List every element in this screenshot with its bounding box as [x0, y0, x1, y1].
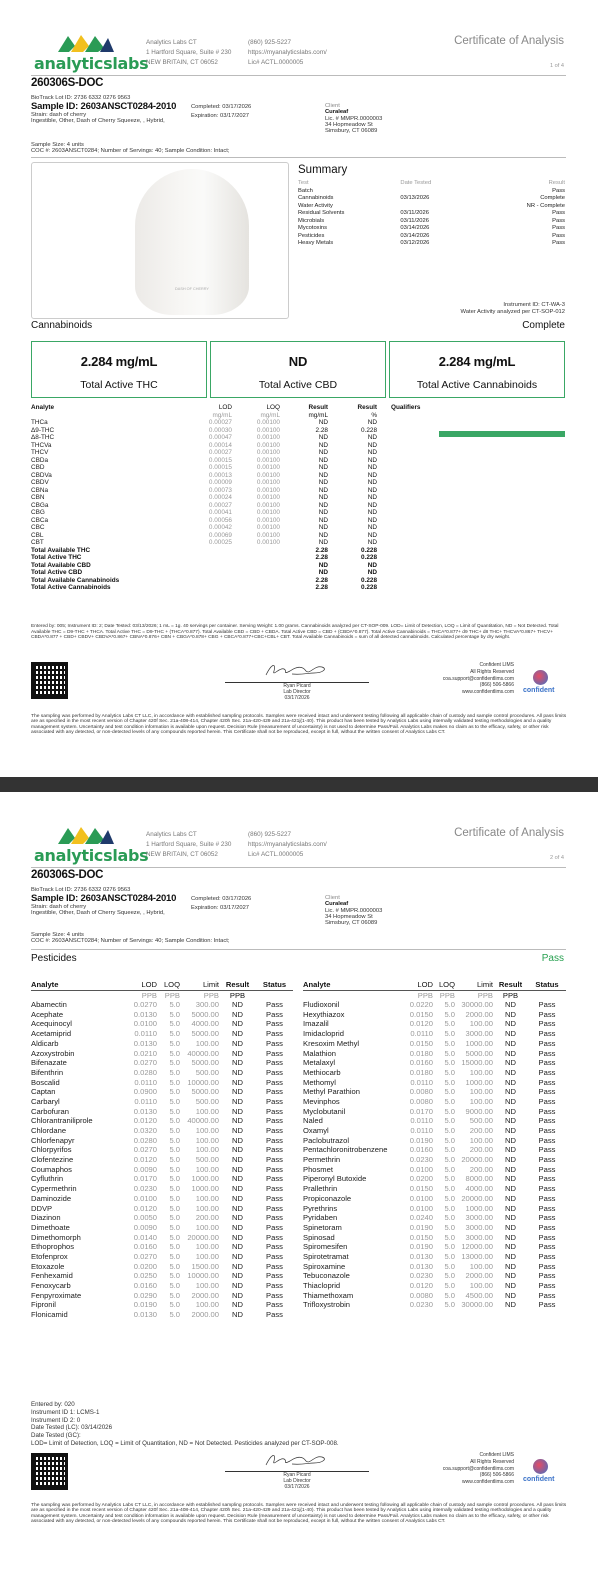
pesticide-row: Thiacloprid 0.0120 5.0 100.00 ND Pass [303, 1281, 556, 1291]
summary-table [298, 179, 565, 247]
page-header [0, 792, 598, 867]
lab-contact: (860) 925-5227 https://myanalyticslabs.com/ Lic# ACTL.0000005 [248, 831, 327, 858]
expiration-date: Expiration: 03/17/2027 [191, 905, 250, 911]
pesticide-row: Ethoprophos 0.0160 5.0 100.00 ND Pass [31, 1242, 283, 1252]
pesticide-row: Imazalil 0.0120 5.0 100.00 ND Pass [303, 1019, 556, 1029]
cannabinoid-total-row: Total Active CBD ND ND [31, 569, 377, 577]
qualifier-bar [439, 431, 565, 437]
client-info: Client Curaleaf Lic. # MMPR.0000003 34 Hopmeadow St Simsbury, CT 06089 [325, 895, 383, 927]
pesticide-row: Fenoxycarb 0.0160 5.0 100.00 ND Pass [31, 1281, 283, 1291]
confident-logo: confident [523, 670, 559, 700]
confident-logo-icon [533, 1459, 548, 1474]
pesticide-row: Prallethrin 0.0150 5.0 4000.00 ND Pass [303, 1184, 556, 1194]
pesticide-row: Naled 0.0110 5.0 500.00 ND Pass [303, 1116, 556, 1126]
summary-panel [298, 164, 565, 247]
cannabinoid-row: CBDVa 0.00013 0.00100 ND ND [31, 471, 377, 479]
divider [31, 157, 566, 158]
pesticide-row: Clofentezine 0.0120 5.0 500.00 ND Pass [31, 1155, 283, 1165]
document-title: Certificate of Analysis [454, 827, 564, 839]
page-header [0, 0, 598, 75]
pesticide-row: Trifloxystrobin 0.0230 5.0 30000.00 ND Pass [303, 1300, 556, 1310]
product-photo [31, 162, 289, 319]
cannabinoid-row: CBDV 0.00009 0.00100 ND ND [31, 479, 377, 487]
client-info: Client Curaleaf Lic. # MMPR.0000003 34 Hopmeadow St Simsbury, CT 06089 [325, 103, 383, 135]
total-active-cannabinoids-box: 2.284 mg/mL Total Active Cannabinoids [389, 341, 565, 398]
cannabinoids-status: Complete [522, 320, 565, 331]
cannabinoids-title: Cannabinoids [31, 320, 93, 331]
confident-website-link[interactable]: www.confidentlims.com [462, 689, 514, 696]
confident-logo: confident [523, 1459, 559, 1489]
total-active-cbd-box: ND Total Active CBD [210, 341, 386, 398]
pesticide-row: Aldicarb 0.0130 5.0 100.00 ND Pass [31, 1038, 283, 1048]
pesticide-row: Fenhexamid 0.0250 5.0 10000.00 ND Pass [31, 1271, 283, 1281]
coa-page-1 [0, 0, 598, 777]
pesticide-row: Etoxazole 0.0200 5.0 1500.00 ND Pass [31, 1261, 283, 1271]
pesticide-row: Hexythiazox 0.0150 5.0 2000.00 ND Pass [303, 1009, 556, 1019]
pesticide-row: Chlorfenapyr 0.0280 5.0 100.00 ND Pass [31, 1135, 283, 1145]
pesticide-row: Chlorpyrifos 0.0270 5.0 100.00 ND Pass [31, 1145, 283, 1155]
pesticide-row: DDVP 0.0120 5.0 100.00 ND Pass [31, 1203, 283, 1213]
signatory: Ryan Picard Lab Director 03/17/2026 [283, 683, 311, 701]
pesticide-row: Spirotetramat 0.0130 5.0 13000.00 ND Pass [303, 1251, 556, 1261]
pesticide-row: Spinosad 0.0150 5.0 3000.00 ND Pass [303, 1232, 556, 1242]
support-email-link[interactable]: coa.support@confidentlims.com [442, 1465, 514, 1472]
pesticide-row: Spinetoram 0.0190 5.0 3000.00 ND Pass [303, 1222, 556, 1232]
confident-website-link[interactable]: www.confidentlims.com [462, 1479, 514, 1486]
divider [31, 867, 566, 868]
qr-code-icon[interactable] [31, 662, 68, 699]
signature-image [262, 1451, 332, 1469]
support-email-link[interactable]: coa.support@confidentlims.com [442, 675, 514, 682]
pesticide-row: Methomyl 0.0110 5.0 1000.00 ND Pass [303, 1077, 556, 1087]
cannabinoid-row: CBT 0.00025 0.00100 ND ND [31, 539, 377, 547]
expiration-date: Expiration: 03/17/2027 [191, 113, 250, 119]
pesticide-row: Cypermethrin 0.0230 5.0 1000.00 ND Pass [31, 1184, 283, 1194]
cannabinoid-row: THCVa 0.00014 0.00100 ND ND [31, 441, 377, 449]
summary-row: Heavy Metals 03/12/2026 Pass [298, 240, 565, 247]
total-active-thc-box: 2.284 mg/mL Total Active THC [31, 341, 207, 398]
cannabinoid-row: CBNa 0.00073 0.00100 ND ND [31, 486, 377, 494]
pesticide-row: Myclobutanil 0.0170 5.0 9000.00 ND Pass [303, 1106, 556, 1116]
disclaimer: The sampling was performed by Analytics Labs CT LLC, in accordance with established sampling protocols. Samples were received intact and underwent testing following all applicable chain of custody and sample control procedures. All pass limits are as specified in the most recent version of Chapter 420f Sec. 21a-408-414, Chapter 420h Sec. 21a-420-429 and 21a-421j(1-40). This product has been tested by Analytics Labs using internally validated testing methodologies and a quality management system. Uncertainty and test condition information is available upon request. Decision Rule (measurement of uncertainty) is not used to determine Pass/Fail. Analytics Labs makes no claim as to the efficacy, safety, or other risk associated with any detected, or non-detected levels of any compounds reported herein. This Certificate shall not be reproduced, except in full, without the written consent of Analytics Labs CT. [31, 1503, 567, 1524]
instrument-info: Instrument ID: CT-WA-3 Water Activity analyzed per CT-SOP-012 [460, 302, 565, 315]
cannabinoid-total-row: Total Active THC 2.28 0.228 [31, 554, 377, 562]
summary-row: Cannabinoids 03/13/2026 Complete [298, 195, 565, 202]
qr-code-icon[interactable] [31, 1453, 68, 1490]
coc-info: COC #: 2603ANSCT0284; Number of Servings: 40; Sample Condition: Intact; [31, 938, 230, 944]
cannabinoid-footnote: Entered by: 005; Instrument ID: 2; Date Tested: 03/13/2026; 1 mL = 1g. 40 servings per container. Serving Weight: 1.00 grams. Cannabinoids analyzed per CT-SOP-009. LOD= Limit of Detection, LOQ = Limit of Quantitation, ND = Not Detected. Total Available THC = D9-THC + THCA. Total Active THC = D9-THC + (THCA*0.877). Total Available CBD = CBD + CBDA. Total Active CBD = CBD + (CBDA*0.877). Total Active Cannabinoids = THCA*0.877+ d9 THC+ d8 THC+ THCVA*0.867+ THCV+ CBDA*0.877 + CBD+ CBDV+ CBDVA*0.867+ CBNA*0.876+ CBN + CBGA*0.878+ CBG + CBCA*0.877+CBC+CBL+ CBT. Total Available Cannabinoids = sum of all detected cannabinoids. Calculated percentage by dry weight. [31, 624, 559, 641]
cannabinoid-row: CBN 0.00024 0.00100 ND ND [31, 494, 377, 502]
cannabinoid-total-row: Total Available THC 2.28 0.228 [31, 546, 377, 554]
confident-lims-info: Confident LIMS All Rights Reserved coa.support@confidentlims.com (866) 506-5866 www.confidentlims.com [442, 1452, 514, 1486]
pesticide-row: Phosmet 0.0100 5.0 200.00 ND Pass [303, 1164, 556, 1174]
strain: Strain: dash of cherry [31, 112, 87, 118]
summary-row: Water Activity NR - Complete [298, 202, 565, 209]
pesticide-row: Thiamethoxam 0.0080 5.0 4500.00 ND Pass [303, 1290, 556, 1300]
pesticides-units: PPB PPB PPB PPB [141, 990, 246, 1000]
page-number: 2 of 4 [550, 855, 564, 861]
cannabinoid-row: Δ8-THC 0.00047 0.00100 ND ND [31, 434, 377, 442]
pesticide-row: Abamectin 0.0270 5.0 300.00 ND Pass [31, 1000, 283, 1010]
cannabinoid-row: Δ9-THC 0.00030 0.00100 2.28 0.228 [31, 426, 377, 434]
pesticide-row: Oxamyl 0.0110 5.0 200.00 ND Pass [303, 1126, 556, 1136]
pesticides-title: Pesticides [31, 953, 77, 964]
sample-id: Sample ID: 2603ANSCT0284-2010 [31, 893, 177, 904]
logo-text: analyticslabs [34, 846, 149, 865]
lab-website-link[interactable]: https://myanalyticslabs.com/ [248, 49, 327, 56]
pesticide-row: Fludioxonil 0.0220 5.0 30000.00 ND Pass [303, 1000, 556, 1010]
pesticide-row: Fenpyroximate 0.0290 5.0 2000.00 ND Pass [31, 1290, 283, 1300]
logo-mountains-icon [58, 32, 114, 54]
pesticide-row: Tebuconazole 0.0230 5.0 2000.00 ND Pass [303, 1271, 556, 1281]
cannabinoid-row: CBG 0.00041 0.00100 ND ND [31, 509, 377, 517]
cannabinoid-units: mg/mL mg/mL mg/mL % [212, 412, 377, 419]
document-title: Certificate of Analysis [454, 35, 564, 47]
doc-id: 260306S-DOC [31, 869, 104, 881]
pesticide-row: Coumaphos 0.0090 5.0 100.00 ND Pass [31, 1164, 283, 1174]
pesticide-row: Bifenazate 0.0270 5.0 5000.00 ND Pass [31, 1058, 283, 1068]
pesticide-row: Mevinphos 0.0080 5.0 100.00 ND Pass [303, 1096, 556, 1106]
coc-info: COC #: 2603ANSCT0284; Number of Servings: 40; Sample Condition: Intact; [31, 148, 230, 154]
strain: Strain: dash of cherry [31, 904, 87, 910]
summary-row: Pesticides 03/14/2026 Pass [298, 232, 565, 239]
pesticide-row: Captan 0.0900 5.0 5000.00 ND Pass [31, 1087, 283, 1097]
logo-text: analyticslabs [34, 54, 149, 73]
cannabinoid-total-row: Total Available CBD ND ND [31, 561, 377, 569]
lab-website-link[interactable]: https://myanalyticslabs.com/ [248, 841, 327, 848]
pesticide-row: Dimethomorph 0.0140 5.0 20000.00 ND Pass [31, 1232, 283, 1242]
cannabinoid-row: CBCa 0.00056 0.00100 ND ND [31, 516, 377, 524]
pesticide-row: Pyridaben 0.0240 5.0 3000.00 ND Pass [303, 1213, 556, 1223]
page-separator [0, 777, 598, 792]
pesticide-row: Permethrin 0.0230 5.0 20000.00 ND Pass [303, 1155, 556, 1165]
signatory: Ryan Picard Lab Director 03/17/2026 [283, 1472, 311, 1490]
lab-address: Analytics Labs CT 1 Hartford Square, Suite # 230 NEW BRITAIN, CT 06052 [146, 831, 232, 858]
pesticide-row: Methiocarb 0.0180 5.0 100.00 ND Pass [303, 1067, 556, 1077]
lab-address: Analytics Labs CT 1 Hartford Square, Suite # 230 NEW BRITAIN, CT 06052 [146, 39, 232, 66]
pesticide-row: Malathion 0.0180 5.0 5000.00 ND Pass [303, 1048, 556, 1058]
divider [31, 75, 566, 76]
disclaimer: The sampling was performed by Analytics Labs CT LLC, in accordance with established sampling protocols. Samples were received intact and underwent testing following all applicable chain of custody and sample control procedures. All pass limits are as specified in the most recent version of Chapter 420f Sec. 21a-408-414, Chapter 420h Sec. 21a-420-429 and 21a-421j(1-40). This product has been tested by Analytics Labs using internally validated testing methodologies and a quality management system. Uncertainty and test condition information is available upon request. Decision Rule (measurement of uncertainty) is not used to determine Pass/Fail. Analytics Labs makes no claim as to the efficacy, safety, or other risk associated with any detected, or non-detected levels of any compounds reported herein. This Certificate shall not be reproduced, except in full, without the written consent of Analytics Labs CT. [31, 714, 567, 735]
pesticide-row: Dimethoate 0.0090 5.0 100.00 ND Pass [31, 1222, 283, 1232]
pesticide-row: Carbofuran 0.0130 5.0 100.00 ND Pass [31, 1106, 283, 1116]
product-description: Ingestible, Other, Dash of Cherry Squeeze, , Hybrid, [31, 118, 165, 124]
cannabinoid-total-row: Total Available Cannabinoids 2.28 0.228 [31, 576, 377, 584]
cannabinoid-row: CBL 0.00069 0.00100 ND ND [31, 531, 377, 539]
product-bottle-image: DASH OF CHERRY [135, 169, 249, 315]
pesticide-row: Imidacloprid 0.0110 5.0 3000.00 ND Pass [303, 1029, 556, 1039]
pesticide-row: Pentachloronitrobenzene 0.0160 5.0 200.00 ND Pass [303, 1145, 556, 1155]
confident-lims-info: Confident LIMS All Rights Reserved coa.support@confidentlims.com (866) 506-5866 www.confidentlims.com [442, 662, 514, 696]
pesticide-row: Kresoxim Methyl 0.0150 5.0 1000.00 ND Pass [303, 1038, 556, 1048]
summary-row: Mycotoxins 03/14/2026 Pass [298, 225, 565, 232]
sample-size: Sample Size: 4 units [31, 932, 84, 938]
cannabinoid-row: THCV 0.00027 0.00100 ND ND [31, 449, 377, 457]
sample-size: Sample Size: 4 units [31, 142, 84, 148]
pesticide-row: Azoxystrobin 0.0210 5.0 40000.00 ND Pass [31, 1048, 283, 1058]
summary-row: Microbials 03/11/2026 Pass [298, 217, 565, 224]
cannabinoid-row: CBC 0.00042 0.00100 ND ND [31, 524, 377, 532]
pesticide-row: Metalaxyl 0.0160 5.0 15000.00 ND Pass [303, 1058, 556, 1068]
cannabinoid-row: THCa 0.00027 0.00100 ND ND [31, 419, 377, 427]
pesticide-row: Spiromesifen 0.0190 5.0 12000.00 ND Pass [303, 1242, 556, 1252]
pesticide-row: Diazinon 0.0050 5.0 200.00 ND Pass [31, 1213, 283, 1223]
biotrack-lot: BioTrack Lot ID: 2736 6332 0276 9563 [31, 887, 131, 893]
pesticides-table-right [303, 980, 566, 1310]
pesticides-footnote: Entered by: 020 Instrument ID 1: LCMS-1 Instrument ID 2: 0 Date Tested (LC): 03/14/2026 Date Tested (GC): LOD= Limit of Detection, LOQ = Limit of Quantitation, ND = Not Detected. Pesticides analyzed per CT-SOP-008. [31, 1401, 339, 1447]
pesticide-row: Spiroxamine 0.0130 5.0 100.00 ND Pass [303, 1261, 556, 1271]
pesticide-row: Acetamiprid 0.0110 5.0 5000.00 ND Pass [31, 1029, 283, 1039]
product-description: Ingestible, Other, Dash of Cherry Squeeze, , Hybrid, [31, 910, 165, 916]
pesticide-row: Fipronil 0.0190 5.0 100.00 ND Pass [31, 1300, 283, 1310]
pesticide-row: Piperonyl Butoxide 0.0200 5.0 8000.00 ND Pass [303, 1174, 556, 1184]
analyticslabs-logo [34, 822, 149, 865]
signature-image [262, 661, 332, 679]
pesticide-row: Bifenthrin 0.0280 5.0 500.00 ND Pass [31, 1067, 283, 1077]
cannabinoid-row: CBDa 0.00015 0.00100 ND ND [31, 456, 377, 464]
page-number: 1 of 4 [550, 63, 564, 69]
pesticide-row: Methyl Parathion 0.0080 5.0 100.00 ND Pass [303, 1087, 556, 1097]
pesticide-row: Chlorantraniliprole 0.0120 5.0 40000.00 ND Pass [31, 1116, 283, 1126]
pesticide-row: Acephate 0.0130 5.0 5000.00 ND Pass [31, 1009, 283, 1019]
pesticides-units: PPB PPB PPB PPB [417, 990, 519, 1000]
doc-id: 260306S-DOC [31, 77, 104, 89]
cannabinoid-row: CBGa 0.00027 0.00100 ND ND [31, 501, 377, 509]
pesticide-row: Flonicamid 0.0130 5.0 2000.00 ND Pass [31, 1310, 283, 1320]
lab-contact: (860) 925-5227 https://myanalyticslabs.com/ Lic# ACTL.0000005 [248, 39, 327, 66]
pesticide-row: Boscalid 0.0110 5.0 10000.00 ND Pass [31, 1077, 283, 1087]
confident-logo-icon [533, 670, 548, 685]
pesticides-status: Pass [541, 953, 564, 964]
sample-id: Sample ID: 2603ANSCT0284-2010 [31, 101, 177, 112]
logo-mountains-icon [58, 824, 114, 846]
summary-title: Summary [298, 164, 348, 176]
pesticide-row: Etofenprox 0.0270 5.0 100.00 ND Pass [31, 1251, 283, 1261]
biotrack-lot: BioTrack Lot ID: 2736 6332 0276 9563 [31, 95, 131, 101]
pesticides-header: Analyte LOD LOQ Limit Result Status [31, 980, 293, 990]
pesticide-row: Propiconazole 0.0100 5.0 20000.00 ND Pass [303, 1193, 556, 1203]
pesticide-row: Carbaryl 0.0110 5.0 500.00 ND Pass [31, 1096, 283, 1106]
summary-row: Residual Solvents 03/11/2026 Pass [298, 210, 565, 217]
pesticides-table-left [31, 980, 293, 1320]
pesticide-row: Acequinocyl 0.0100 5.0 4000.00 ND Pass [31, 1019, 283, 1029]
summary-header: Test Date Tested Result [298, 180, 565, 186]
pesticides-header: Analyte LOD LOQ Limit Result Status [303, 980, 566, 990]
summary-row: Batch Pass [298, 187, 565, 194]
cannabinoid-header: Analyte LOD LOQ Result Result Qualifiers [31, 404, 421, 412]
pesticide-row: Chlordane 0.0320 5.0 100.00 ND Pass [31, 1126, 283, 1136]
pesticide-row: Pyrethrins 0.0100 5.0 1000.00 ND Pass [303, 1203, 556, 1213]
pesticide-row: Cyfluthrin 0.0170 5.0 1000.00 ND Pass [31, 1174, 283, 1184]
cannabinoid-row: CBD 0.00015 0.00100 ND ND [31, 464, 377, 472]
completed-date: Completed: 03/17/2026 [191, 104, 252, 110]
completed-date: Completed: 03/17/2026 [191, 896, 252, 902]
cannabinoid-total-row: Total Active Cannabinoids 2.28 0.228 [31, 584, 377, 592]
analyticslabs-logo [34, 30, 149, 73]
pesticide-row: Daminozide 0.0100 5.0 100.00 ND Pass [31, 1193, 283, 1203]
divider [31, 949, 566, 950]
pesticide-row: Paclobutrazol 0.0190 5.0 100.00 ND Pass [303, 1135, 556, 1145]
